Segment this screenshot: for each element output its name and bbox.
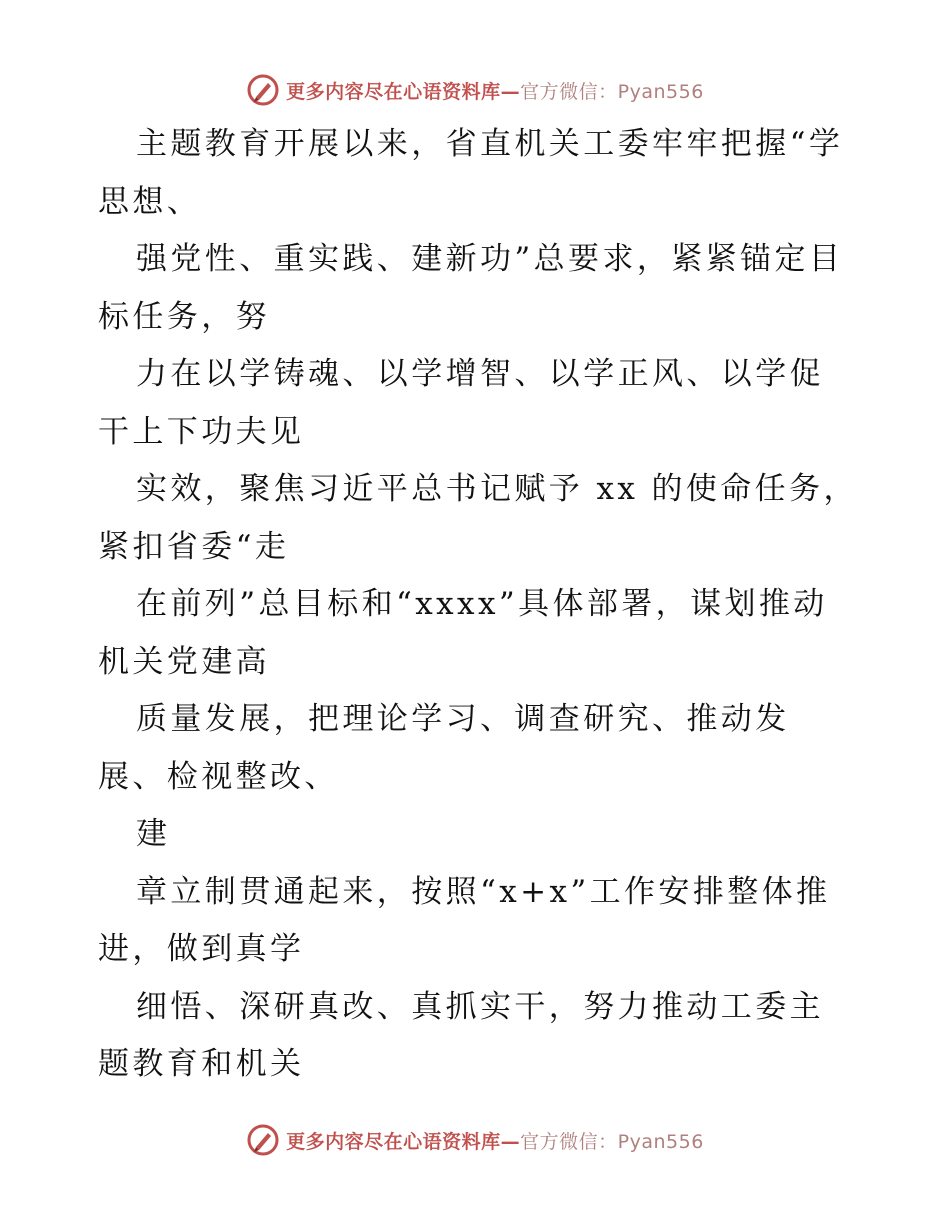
paragraph-line: 细悟、深研真改、真抓实干，努力推动工委主题教育和机关 bbox=[98, 988, 824, 1082]
paragraph-line: 实效，聚焦习近平总书记赋予 xx 的使命任务，紧扣省委“走 bbox=[98, 471, 858, 565]
footer-watermark bbox=[0, 1120, 950, 1160]
paragraph-line: 建 bbox=[136, 816, 171, 852]
paragraph-line: 力在以学铸魂、以学增智、以学正风、以学促干上下功夫见 bbox=[98, 356, 824, 450]
paragraph-line: 主题教育开展以来，省直机关工委牢牢把握“学思想、 bbox=[98, 126, 844, 220]
pen-logo-icon bbox=[246, 73, 280, 107]
document-body bbox=[98, 116, 858, 1094]
header-watermark bbox=[0, 70, 950, 110]
paragraph-line: 章立制贯通起来，按照“x+x”工作安排整体推进，做到真学 bbox=[98, 873, 831, 967]
paragraph-line: 强党性、重实践、建新功”总要求，紧紧锚定目标任务，努 bbox=[98, 241, 844, 335]
paragraph-line: 质量发展，把理论学习、调查研究、推动发展、检视整改、 bbox=[98, 701, 790, 795]
pen-logo-icon bbox=[246, 1123, 280, 1157]
paragraph-line: 在前列”总目标和“xxxx”具体部署，谋划推动机关党建高 bbox=[98, 586, 828, 680]
watermark-text: 更多内容尽在心语资料库—官方微信：Pyan556 bbox=[286, 80, 704, 103]
watermark-text: 更多内容尽在心语资料库—官方微信：Pyan556 bbox=[286, 1130, 704, 1153]
